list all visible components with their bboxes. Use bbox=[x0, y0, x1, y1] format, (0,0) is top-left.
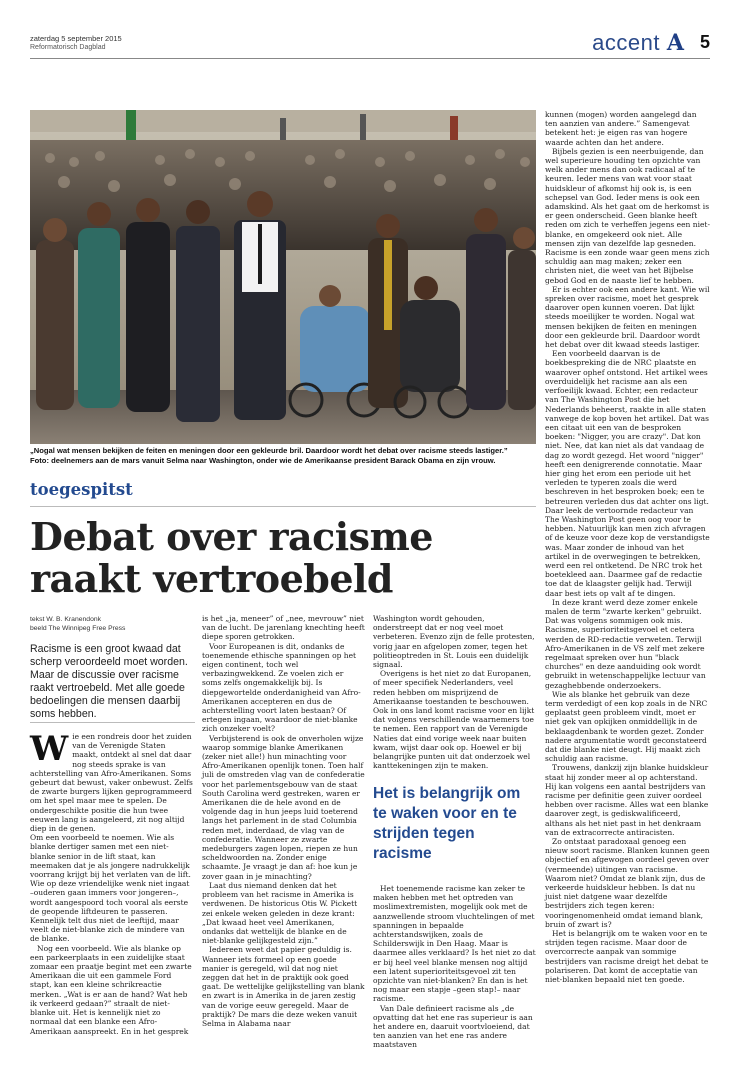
body-paragraph: Bijbels gezien is een neerbuigende, dan wel superieure houding ten opzichte van welk ander mens dan ook radicaal af te keuren. Ieder mens van wat voor staat huidskleur of afkomst hij ook is, is een schepsel van God. Ieder mens is ook een adamskind. Als het gaat om de herkomst is er geen onderscheid. Geen blanke heeft reden om zich te verheffen jegens een niet-blanke, en omgekeerd ook niet. Alle mensen zijn van dezelfde lap gesneden. Racisme is een zonde waar geen mens zich schuldig aan mag maken; zeker een christen niet, die weet van het Bijbelse gebod God en de naaste lief te hebben. bbox=[545, 146, 710, 285]
body-paragraph: Zo ontstaat paradoxaal genoeg een nieuw soort racisme. Blanken kunnen geen objectief en afgewogen oordeel geven over (vermeende) uitingen van racisme. Waarom niet? Omdat ze blank zijn, dus de verkeerde huidskleur hebben. Is dat nu juist niet datgene waar dezelfde bestrijders zich tegen keren: vooringenomenheid omdat iemand blank, bruin of zwart is? bbox=[545, 837, 710, 929]
article-intro: Racisme is een groot kwaad dat scherp veroordeeld moet worden. Maar de discussie over racisme raakt vertroebeld. Met alle goede bedoelingen die mensen daarbij soms hebben. bbox=[30, 643, 188, 720]
body-paragraph: In deze krant werd deze zomer enkele malen de term "zwarte kerken" gebruikt. Dat was volgens sommigen ook mis. Racisme, superioriteitsgevoel et cetera werden de RD-redactie verweten. Terwijl Afro-Amerikanen in de VS zelf met zekere regelmaat spreken over hun "black churches" en deze aanduiding ook wordt gebruikt in wetenschappelijke lectuur van gezaghebbende onderzoekers. bbox=[545, 597, 706, 690]
byline-photo-credit: beeld The Winnipeg Free Press bbox=[30, 625, 126, 632]
drop-cap: W bbox=[30, 729, 69, 769]
body-paragraph: Laat dus niemand denken dat het probleem van het racisme in Amerika is verdwenen. De historicus Otis W. Pickett zei enkele weken geleden in deze krant: „Dat kwaad heet veel Amerikanen, ondanks dat wettelijk de blanke en de niet-blanke gelijkgesteld zijn.” bbox=[202, 880, 358, 946]
body-paragraph: Washington wordt gehouden, onderstreept dat er nog veel moet verbeteren. Evenzo zijn de felle protesten, vorig jaar en afgelopen zomer, tegen het politieoptreden in St. Louis een duidelijk signaal. bbox=[373, 614, 535, 670]
headline-line-2: raakt vertroebeld bbox=[30, 556, 394, 601]
body-paragraph: Een voorbeeld daarvan is de boekbespreking die de NRC plaatste en waarover ophef ontstond. Het artikel wees overduidelijk het racisme aan als een verfoeilijk kwaad. Echter, een redacteur van The Washington Post die het Nederlands beheerst, raakte in alle staten vanwege de kop boven het artikel. Dat was een citaat uit een van de besproken boeken: "Nigger, you are crazy". Dat kon niet. Nee, dat kan niet als dat vandaag de dag zo wordt gezegd. Het woord "nigger" heeft een denigrerende connotatie. Maar hier ging het erom een periode uit het verleden te typeren zoals die werd beschreven in het besproken boek; een te betreuren verleden dus dat achter ons ligt. Daar leek de vertoornde redacteur van The Washington Post geen oog voor te hebben. Natuurlijk kan men zich afvragen of de keuze voor deze kop de verstandigste was. Maar zonder de inhoud van het artikel in de overwegingen te betrekken, werd een rel ontketend. De NRC trok het boetekleed aan. Daarmee gaf de redactie toe dat de klaagster gelijk had. Terwijl daar best iets op valt af te dingen. bbox=[545, 349, 710, 598]
body-paragraph: Voor Europeanen is dit, ondanks de toenemende ethische spanningen op het eigen continent, toch wel verbazingwekkend. Ze voelen zich er soms zelfs ongemakkelijk bij. Is diepgewortelde onderdanigheid van Afro-Amerikanen accepteren en dus de achterstelling voort laten bestaan? Of ertegen ingaan, waardoor de niet-blanke zich onzeker voelt? bbox=[202, 641, 361, 734]
body-column-3 bbox=[373, 614, 536, 770]
intro-divider bbox=[30, 722, 195, 723]
pull-quote: Het is belangrijk om te waken voor en te strijden tegen racisme bbox=[373, 785, 521, 862]
article-headline bbox=[30, 516, 536, 600]
body-column-4 bbox=[545, 110, 710, 984]
byline-author: tekst W. B. Kranendonk bbox=[30, 616, 102, 623]
body-paragraph: Er is echter ook een andere kant. Wie wil spreken over racisme, moet het gesprek daarover open kunnen voeren. Dat lijkt steeds moeilijker te worden. Nogal wat mensen bekijken de feiten en meningen door een gekleurde bril. Daardoor wordt het debat over dit kwaad steeds lastiger. bbox=[545, 284, 710, 350]
body-column-3-continued bbox=[373, 884, 536, 1050]
issue-date: zaterdag 5 september 2015 bbox=[30, 34, 122, 43]
body-paragraph: Trouwens, dankzij zijn blanke huidskleur staat hij zonder meer al op achterstand. Hij kan volgens een aantal bestrijders van racisme per definitie geen zuiver oordeel hebben over racisme. Alles wat een blanke daarover zegt, is gediskwalificeerd, althans als het niet past in het denkraam van de extracorrecte antiracisten. bbox=[545, 763, 709, 837]
body-paragraph: Nog een voorbeeld. Wie als blanke op een parkeerplaats in een zuidelijke staat zomaar een praatje begint met een zwarte Amerikaan die uit een gammele Ford stapt, kan een kleine schrikreactie merken. „Wat is er aan de hand? Wat heb ik verkeerd gedaan?” straalt de niet-blanke uit. Het is kennelijk niet zo normaal dat een blanke een Afro-Amerikaan aanspreekt. En in het gesprek bbox=[30, 943, 192, 1036]
body-column-1 bbox=[30, 729, 193, 1036]
body-paragraph: Overigens is het niet zo dat Europanen, of meer specifiek Nederlanders, veel reden hebben om misprijzend de Amerikaanse toestanden te beschouwen. Ook in ons land komt racisme voor en lijkt dat volgens verschillende waarnemers toe te nemen. Een rapport van de Verenigde Naties dat eind vorige week naar buiten kwam, wijst daar ook op. Hoewel er bij belangrijke punten uit dat onderzoek wel kanttekeningen zijn te maken. bbox=[373, 669, 535, 771]
body-paragraph: Wie als blanke het gebruik van deze term verdedigt of een kop zoals in de NRC geplaatst geen probleem vindt, moet er niet gek van opkijken onmiddellijk in de beklaagdenbank te worden gezet. Zonder nadere argumentatie wordt geconstateerd dat die blanke niet deugt. Hij maakt zich schuldig aan racisme. bbox=[545, 689, 708, 764]
photo-caption bbox=[30, 446, 536, 466]
march-photo-illustration bbox=[30, 110, 536, 444]
first-paragraph bbox=[30, 729, 193, 834]
section-name: accent bbox=[592, 30, 660, 55]
headline-line-1: Debat over racisme bbox=[30, 514, 433, 559]
body-paragraph: Het toenemende racisme kan zeker te maken hebben met het optreden van moslimextremisten, mogelijk ook met de aanzwellende stroom vluchtelingen of met spanningen in bepaalde achterstandswijken, zoals de Schilderswijk in Den Haag. Maar is daarmee alles verklaard? Is het niet zo dat er bij heel veel blanke mensen nog altijd een latent superioriteitsgevoel zit ten opzichte van niet-blanken? En dan is het nog maar een stapje –geen stap!– naar racisme. bbox=[373, 884, 536, 1004]
body-paragraph: ie een rondreis door het zuiden van de Verenigde Staten maakt, ontdekt al snel dat daar nog steeds sprake is van achterstelling van Afro-Amerikanen. Soms gebeurt dat bewust, vaker onbewust. Zelfs de zwarte burgers lijken geprogrammeerd om het spel maar mee te spelen. De ondergeschikte positie die hun twee eeuwen lang is aangeleerd, zit nog altijd diep in de genen. bbox=[30, 732, 193, 834]
section-logo-icon: A bbox=[666, 30, 684, 56]
kicker-divider bbox=[30, 506, 536, 507]
body-paragraph: Het is belangrijk om te waken voor en te strijden tegen racisme. Maar door de overcorrecte aanpak van sommige bestrijders van racisme dreigt het debat te polariseren. Dat komt de acceptatie van niet-blanken bepaald niet ten goede. bbox=[545, 929, 709, 985]
body-paragraph: Verbijsterend is ook de onverholen wijze waarop sommige blanke Amerikanen (zeker niet alle!) hun minachting voor Afro-Amerikanen openlijk tonen. Toen half juli de omstreden vlag van de confederatie voor het parlementsgebouw van de staat South Carolina werd gestreken, waren er Amerikanen die de hele avond en de volgende dag in hun jeeps luid toeterend langs het parlement in de stad Columbia reden met, inderdaad, de vlag van de confederatie. Wanneer ze zwarte medeburgers zagen lopen, riepen ze hun scheldwoorden na. Zonder enige schaamte. Je vraagt je dan af: hoe kun je zover gaan in je minachting? bbox=[202, 733, 365, 881]
body-paragraph: Iedereen weet dat papier geduldig is. Wanneer iets formeel op een goede manier is geregeld, wil dat nog niet zeggen dat het in de praktijk ook goed gaat. De wettelijke gelijkstelling van blank en zwart is in Amerika in de jaren zestig van de vorige eeuw geregeld. Maar de praktijk? De mars die deze weken vanuit Selma in Alabama naar bbox=[202, 945, 365, 1028]
article-kicker: toegespitst bbox=[30, 480, 133, 499]
body-paragraph: is het „ja, meneer” of „nee, mevrouw” niet van de lucht. De jarenlang knechting heeft diepe sporen getrokken. bbox=[202, 614, 365, 642]
body-column-2 bbox=[202, 614, 365, 1028]
caption-quote: „Nogal wat mensen bekijken de feiten en meningen door een gekleurde bril. Daardoor wordt het debat over racisme steeds lastiger.” bbox=[30, 446, 508, 455]
page-number: 5 bbox=[699, 32, 710, 52]
byline bbox=[30, 615, 125, 633]
caption-credit: Foto: deelnemers aan de mars vanuit Selma naar Washington, onder wie de Amerikaanse president Barack Obama en zijn vrouw. bbox=[30, 456, 496, 465]
masthead-divider bbox=[30, 58, 710, 59]
body-paragraph: Om een voorbeeld te noemen. Wie als blanke dertiger samen met een niet-blanke senior in de lift staat, kan meemaken dat je als jongere nadrukkelijk voorrang krijgt bij het verlaten van de lift. Wie op deze vriendelijke wenk niet ingaat –ouderen gaan immers voor jongeren–, wordt aangespoord toch vooral als eerste de geopende liftdeuren te passeren. Kennelijk telt dus niet de leeftijd, maar veelt de niet-blanke zich de mindere van de blanke. bbox=[30, 833, 191, 944]
newspaper-name: Reformatorisch Dagblad bbox=[30, 44, 106, 51]
body-paragraph: kunnen (mogen) worden aangelegd dan ten aanzien van andere.” Samengevat betekent het: je eigen ras van hogere waarde achten dan het andere. bbox=[545, 110, 697, 147]
body-paragraph: Van Dale definieert racisme als „de opvatting dat het ene ras superieur is aan het andere en, daaruit voortvloeiend, dat ten aanzien van het ene ras andere maatstaven bbox=[373, 1003, 533, 1050]
march-photo bbox=[30, 110, 536, 444]
